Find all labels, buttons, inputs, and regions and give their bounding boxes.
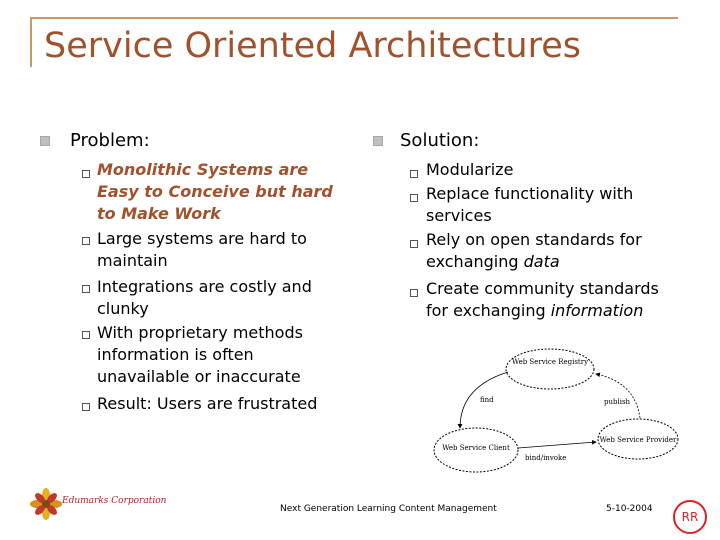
rr-badge: RR bbox=[673, 500, 707, 534]
provider-label: Web Service Provider bbox=[599, 436, 677, 444]
registry-label: Web Service Registry bbox=[511, 358, 589, 366]
footer-date: 5-10-2004 bbox=[606, 504, 653, 514]
edumarks-logo-icon bbox=[30, 488, 62, 520]
registry-node bbox=[506, 349, 594, 389]
bind-arrow bbox=[518, 442, 596, 448]
title-frame-left bbox=[30, 17, 32, 67]
find-label: find bbox=[480, 396, 494, 404]
sub-bullet-icon bbox=[410, 194, 418, 202]
solution-item-4-text: Create community standards for exchanging bbox=[426, 279, 659, 320]
footer-center: Next Generation Learning Content Management bbox=[280, 504, 497, 514]
sub-bullet-icon bbox=[82, 285, 90, 293]
soa-diagram bbox=[420, 342, 680, 477]
sub-bullet-icon bbox=[82, 403, 90, 411]
client-label: Web Service Client bbox=[442, 444, 510, 452]
solution-item-4-emphasis: information bbox=[550, 301, 644, 320]
solution-item-2: Replace functionality with services bbox=[426, 184, 634, 225]
sub-bullet-icon bbox=[410, 289, 418, 297]
solution-item-3-emphasis: data bbox=[523, 252, 560, 271]
solution-heading: Solution: bbox=[400, 130, 480, 151]
problem-item-1: Monolithic Systems are Easy to Conceive but hard to Make Work bbox=[97, 160, 333, 223]
logo-text: Edumarks Corporation bbox=[62, 496, 167, 506]
sub-bullet-icon bbox=[82, 237, 90, 245]
problem-item-4: With proprietary methods information is often unavailable or inaccurate bbox=[97, 323, 303, 386]
title-frame-top bbox=[30, 17, 678, 19]
sub-bullet-icon bbox=[410, 170, 418, 178]
problem-heading: Problem: bbox=[70, 130, 150, 151]
bullet-square-icon bbox=[40, 136, 50, 146]
publish-arrow bbox=[596, 374, 640, 418]
solution-item-3 bbox=[426, 229, 686, 273]
slide-title: Service Oriented Architectures bbox=[44, 26, 581, 66]
solution-item-1: Modularize bbox=[426, 160, 514, 179]
problem-item-5: Result: Users are frustrated bbox=[97, 394, 318, 413]
solution-item-3-text: Rely on open standards for exchanging bbox=[426, 230, 642, 271]
solution-item-4 bbox=[426, 278, 676, 322]
sub-bullet-icon bbox=[410, 240, 418, 248]
sub-bullet-icon bbox=[82, 170, 90, 178]
publish-label: publish bbox=[604, 398, 631, 406]
bind-label: bind/invoke bbox=[525, 454, 567, 462]
sub-bullet-icon bbox=[82, 331, 90, 339]
bullet-square-icon bbox=[373, 136, 383, 146]
problem-item-3: Integrations are costly and clunky bbox=[97, 277, 312, 318]
problem-item-2: Large systems are hard to maintain bbox=[97, 229, 307, 270]
